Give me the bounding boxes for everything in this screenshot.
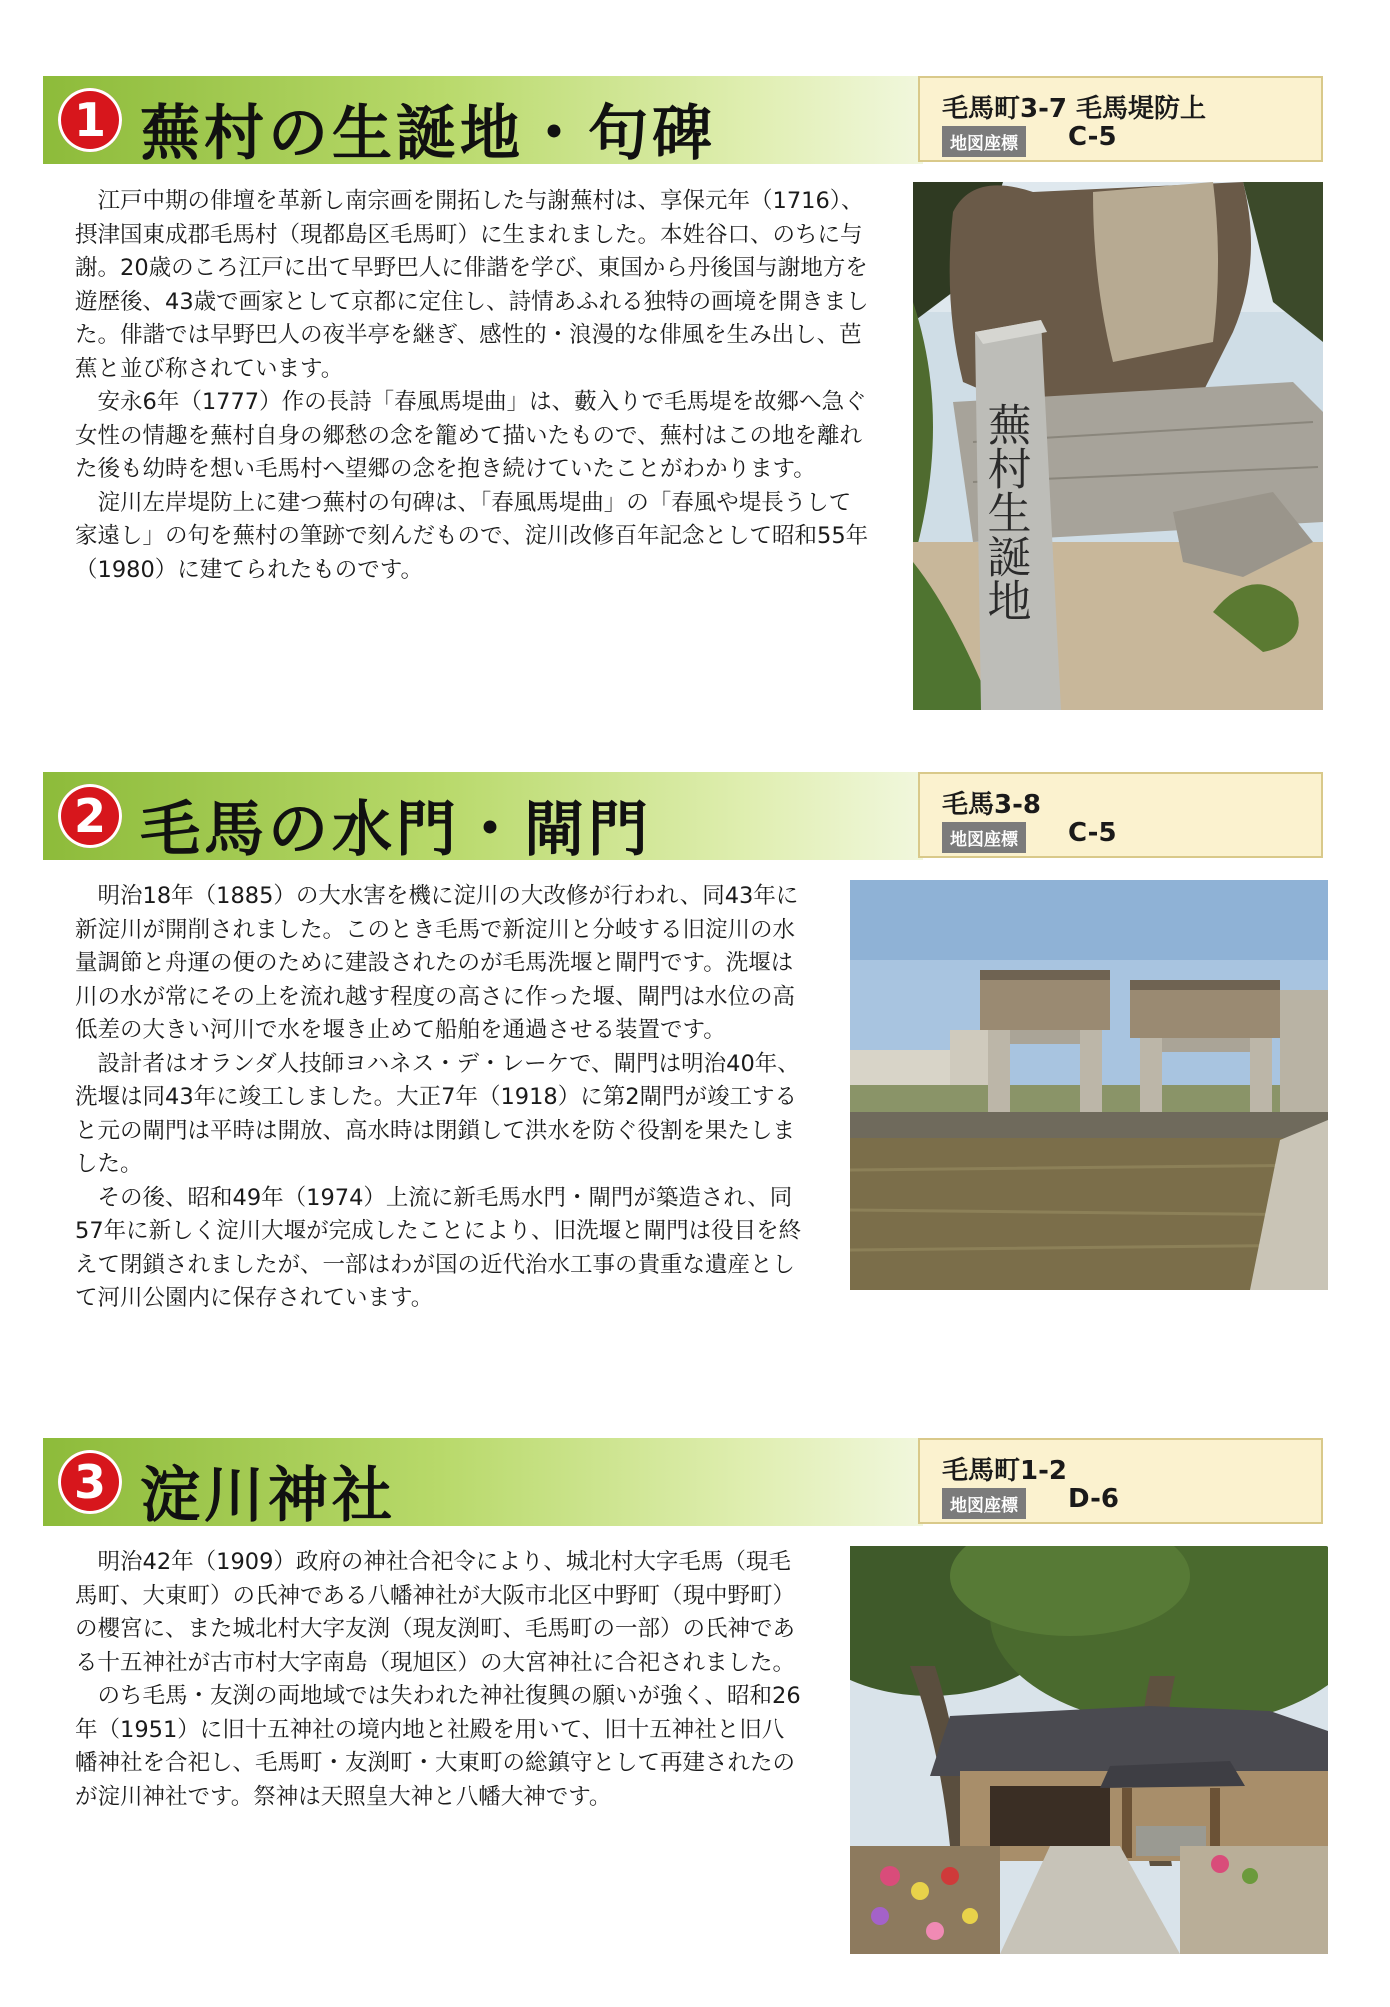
section-number-badge: 2 <box>58 784 122 848</box>
buson-monument-illustration <box>913 182 1323 710</box>
paragraph: 淀川左岸堤防上に建つ蕪村の句碑は、「春風馬堤曲」の「春風や堤長うして家遠し」の句を蕪村の筆跡で刻んだもので、淀川改修百年記念として昭和55年（1980）に建てられたものです。 <box>75 489 869 583</box>
paragraph: 江戸中期の俳壇を革新し南宗画を開拓した与謝蕪村は、享保元年（1716）、摂津国東成郡毛馬村（現都島区毛馬町）に生まれました。本姓谷口、のちに与謝。20歳のころ江戸に出て早野巴人に俳諧を学び、東国から丹後国与謝地方を遊歴後、43歳で画家として京都に定住し、詩情あふれる独特の画境を開きました。俳諧では早野巴人の夜半亭を継ぎ、感性的・浪漫的な俳風を生み出し、芭蕉と並び称されています。 <box>75 188 869 382</box>
paragraph: のち毛馬・友渕の両地域では失われた神社復興の願いが強く、昭和26年（1951）に旧十五神社の境内地と社殿を用いて、旧十五神社と旧八幡神社を合祀し、毛馬町・友渕町・大東町の総鎮守として再建されたのが淀川神社です。祭神は天照皇大神と八幡大神です。 <box>75 1683 801 1810</box>
section-title: 蕪村の生誕地・句碑 <box>140 99 716 169</box>
yodogawa-shrine-photo <box>850 1546 1328 1954</box>
map-coordinate-label: 地図座標 <box>942 1488 1026 1519</box>
map-coordinate-label: 地図座標 <box>942 126 1026 157</box>
paragraph: 明治18年（1885）の大水害を機に淀川の大改修が行われ、同43年に新淀川が開削されました。このとき毛馬で新淀川と分岐する旧淀川の水量調節と舟運の便のために建設されたのが毛馬洗堰と閘門です。洗堰は川の水が常にその上を流れ越す程度の高さに作った堰、閘門は水位の高低差の大きい河川で水を堰き止めて船舶を通過させる装置です。 <box>75 883 799 1043</box>
section-body <box>75 1546 803 1814</box>
section-body <box>75 185 870 587</box>
section-title: 毛馬の水門・閘門 <box>140 795 652 865</box>
map-coordinate-label: 地図座標 <box>942 822 1026 853</box>
section-number-badge: 3 <box>58 1450 122 1514</box>
address-box <box>918 1438 1323 1524</box>
map-coordinate-value: C-5 <box>1068 122 1117 152</box>
paragraph: その後、昭和49年（1974）上流に新毛馬水門・閘門が築造され、同57年に新しく淀川大堰が完成したことにより、旧洗堰と閘門は役目を終えて閉鎖されましたが、一部はわが国の近代治水工事の貴重な遺産として河川公園内に保存されています。 <box>75 1184 802 1311</box>
map-coordinate-value: C-5 <box>1068 818 1117 848</box>
buson-monument-photo <box>913 182 1323 710</box>
address-text: 毛馬3-8 <box>942 790 1041 820</box>
address-text: 毛馬町3-7 毛馬堤防上 <box>942 94 1207 124</box>
paragraph: 明治42年（1909）政府の神社合祀令により、城北村大字毛馬（現毛馬町、大東町）の氏神である八幡神社が大阪市北区中野町（現中野町）の櫻宮に、また城北村大字友渕（現友渕町、毛馬町の一部）の氏神である十五神社が古市村大字南島（現旭区）の大宮神社に合祀されました。 <box>75 1549 796 1676</box>
lock-gate-illustration <box>850 880 1328 1290</box>
paragraph: 設計者はオランダ人技師ヨハネス・デ・レーケで、閘門は明治40年、洗堰は同43年に竣工しました。大正7年（1918）に第2閘門が竣工すると元の閘門は平時は開放、高水時は閉鎖して洪水を防ぐ役割を果たしました。 <box>75 1050 800 1177</box>
kema-lock-gate-photo <box>850 880 1328 1290</box>
map-coordinate-value: D-6 <box>1068 1484 1119 1514</box>
section-body <box>75 880 803 1316</box>
section-number-badge: 1 <box>58 88 122 152</box>
address-box <box>918 76 1323 162</box>
section-title: 淀川神社 <box>140 1461 396 1531</box>
address-text: 毛馬町1-2 <box>942 1456 1067 1486</box>
monument-inscription: 蕪村生誕地 <box>979 402 1031 622</box>
address-box <box>918 772 1323 858</box>
shrine-illustration <box>850 1546 1328 1954</box>
paragraph: 安永6年（1777）作の長詩「春風馬堤曲」は、藪入りで毛馬堤を故郷へ急ぐ女性の情趣を蕪村自身の郷愁の念を籠めて描いたもので、蕪村はこの地を離れた後も幼時を想い毛馬村へ望郷の念を抱き続けていたことがわかります。 <box>75 389 867 482</box>
